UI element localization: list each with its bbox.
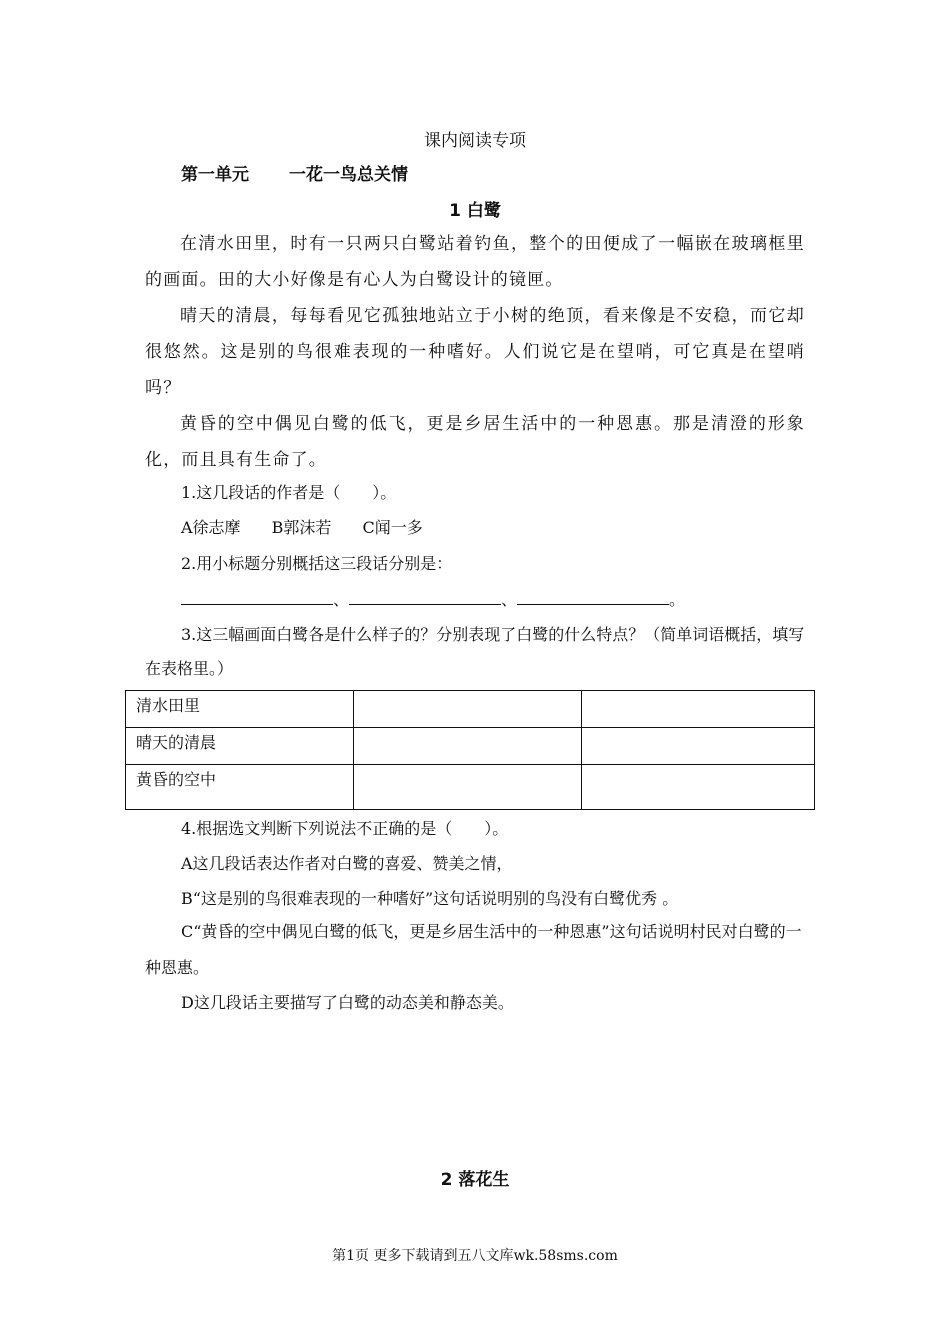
question-3-stem: 3.这三幅画面白鹭各是什么样子的？分别表现了白鹭的什么特点？（简单词语概括，填写在表格里。） [145,625,805,678]
document-title: 课内阅读专项 [424,131,526,151]
table-cell: 清水田里 [126,691,354,728]
blank-end: 。 [669,590,686,609]
option-b: B郭沫若 [271,518,332,537]
option-c: C闻一多 [362,518,423,537]
question-4-option-d: D这几段话主要描写了白鹭的动态美和静态美。 [181,993,514,1012]
passage-paragraph-2 [145,298,805,406]
table-row [126,765,815,810]
table-answer-cell[interactable] [582,765,815,810]
question-4-option-a: A这几段话表达作者对白鹭的喜爱、赞美之情， [181,854,513,873]
unit-theme: 一花一鸟总关情 [289,165,408,185]
lesson-2-title: 2 落花生 [440,1170,510,1190]
answer-blank-3[interactable] [517,588,669,605]
unit-heading [181,160,408,185]
question-2-blanks [181,583,685,617]
table-cell: 晴天的清晨 [126,728,354,765]
table-answer-cell[interactable] [354,728,582,765]
table-answer-cell[interactable] [582,728,815,765]
passage-paragraph-3 [145,406,805,478]
paragraph-text: 在清水田里，时有一只两只白鹭站着钓鱼，整个的田便成了一幅嵌在玻璃框里的画面。田的大小好像是有心人为白鹭设计的镜匣。 [145,234,805,290]
unit-label: 第一单元 [181,165,249,185]
option-a: A徐志摩 [181,518,241,537]
table-row [126,691,815,728]
question-4-stem: 4.根据选文判断下列说法不正确的是（ ）。 [181,819,509,838]
table-row [126,728,815,765]
question-1-options [181,511,449,545]
table-answer-cell[interactable] [582,691,815,728]
table-cell: 黄昏的空中 [126,765,354,810]
page-footer: 第1页 更多下载请到五八文库wk.58sms.com [332,1248,618,1264]
answer-blank-1[interactable] [181,588,333,605]
question-2-stem: 2.用小标题分别概括这三段话分别是： [181,554,453,573]
blank-separator: 、 [501,590,518,609]
answer-blank-2[interactable] [349,588,501,605]
question-4-option-b: B“这是别的鸟很难表现的一种嗜好”这句话说明别的鸟没有白鹭优秀 。 [181,889,679,908]
passage-paragraph-1 [145,226,805,298]
answer-table [125,690,815,810]
question-4-option-c: C“黄昏的空中偶见白鹭的低飞，更是乡居生活中的一种恩惠”这句话说明村民对白鹭的一种恩惠。 [145,922,802,977]
table-answer-cell[interactable] [354,765,582,810]
table-answer-cell[interactable] [354,691,582,728]
paragraph-text: 晴天的清晨，每每看见它孤独地站立于小树的绝顶，看来像是不安稳，而它却很悠然。这是别的鸟很难表现的一种嗜好。人们说它是在望哨，可它真是在望哨吗？ [145,306,805,398]
blank-separator: 、 [333,590,350,609]
lesson-1-title: 1 白鹭 [449,201,501,221]
paragraph-text: 黄昏的空中偶见白鹭的低飞，更是乡居生活中的一种恩惠。那是清澄的形象化，而且具有生命了。 [145,414,805,470]
question-1-stem: 1.这几段话的作者是（ ）。 [181,483,397,502]
